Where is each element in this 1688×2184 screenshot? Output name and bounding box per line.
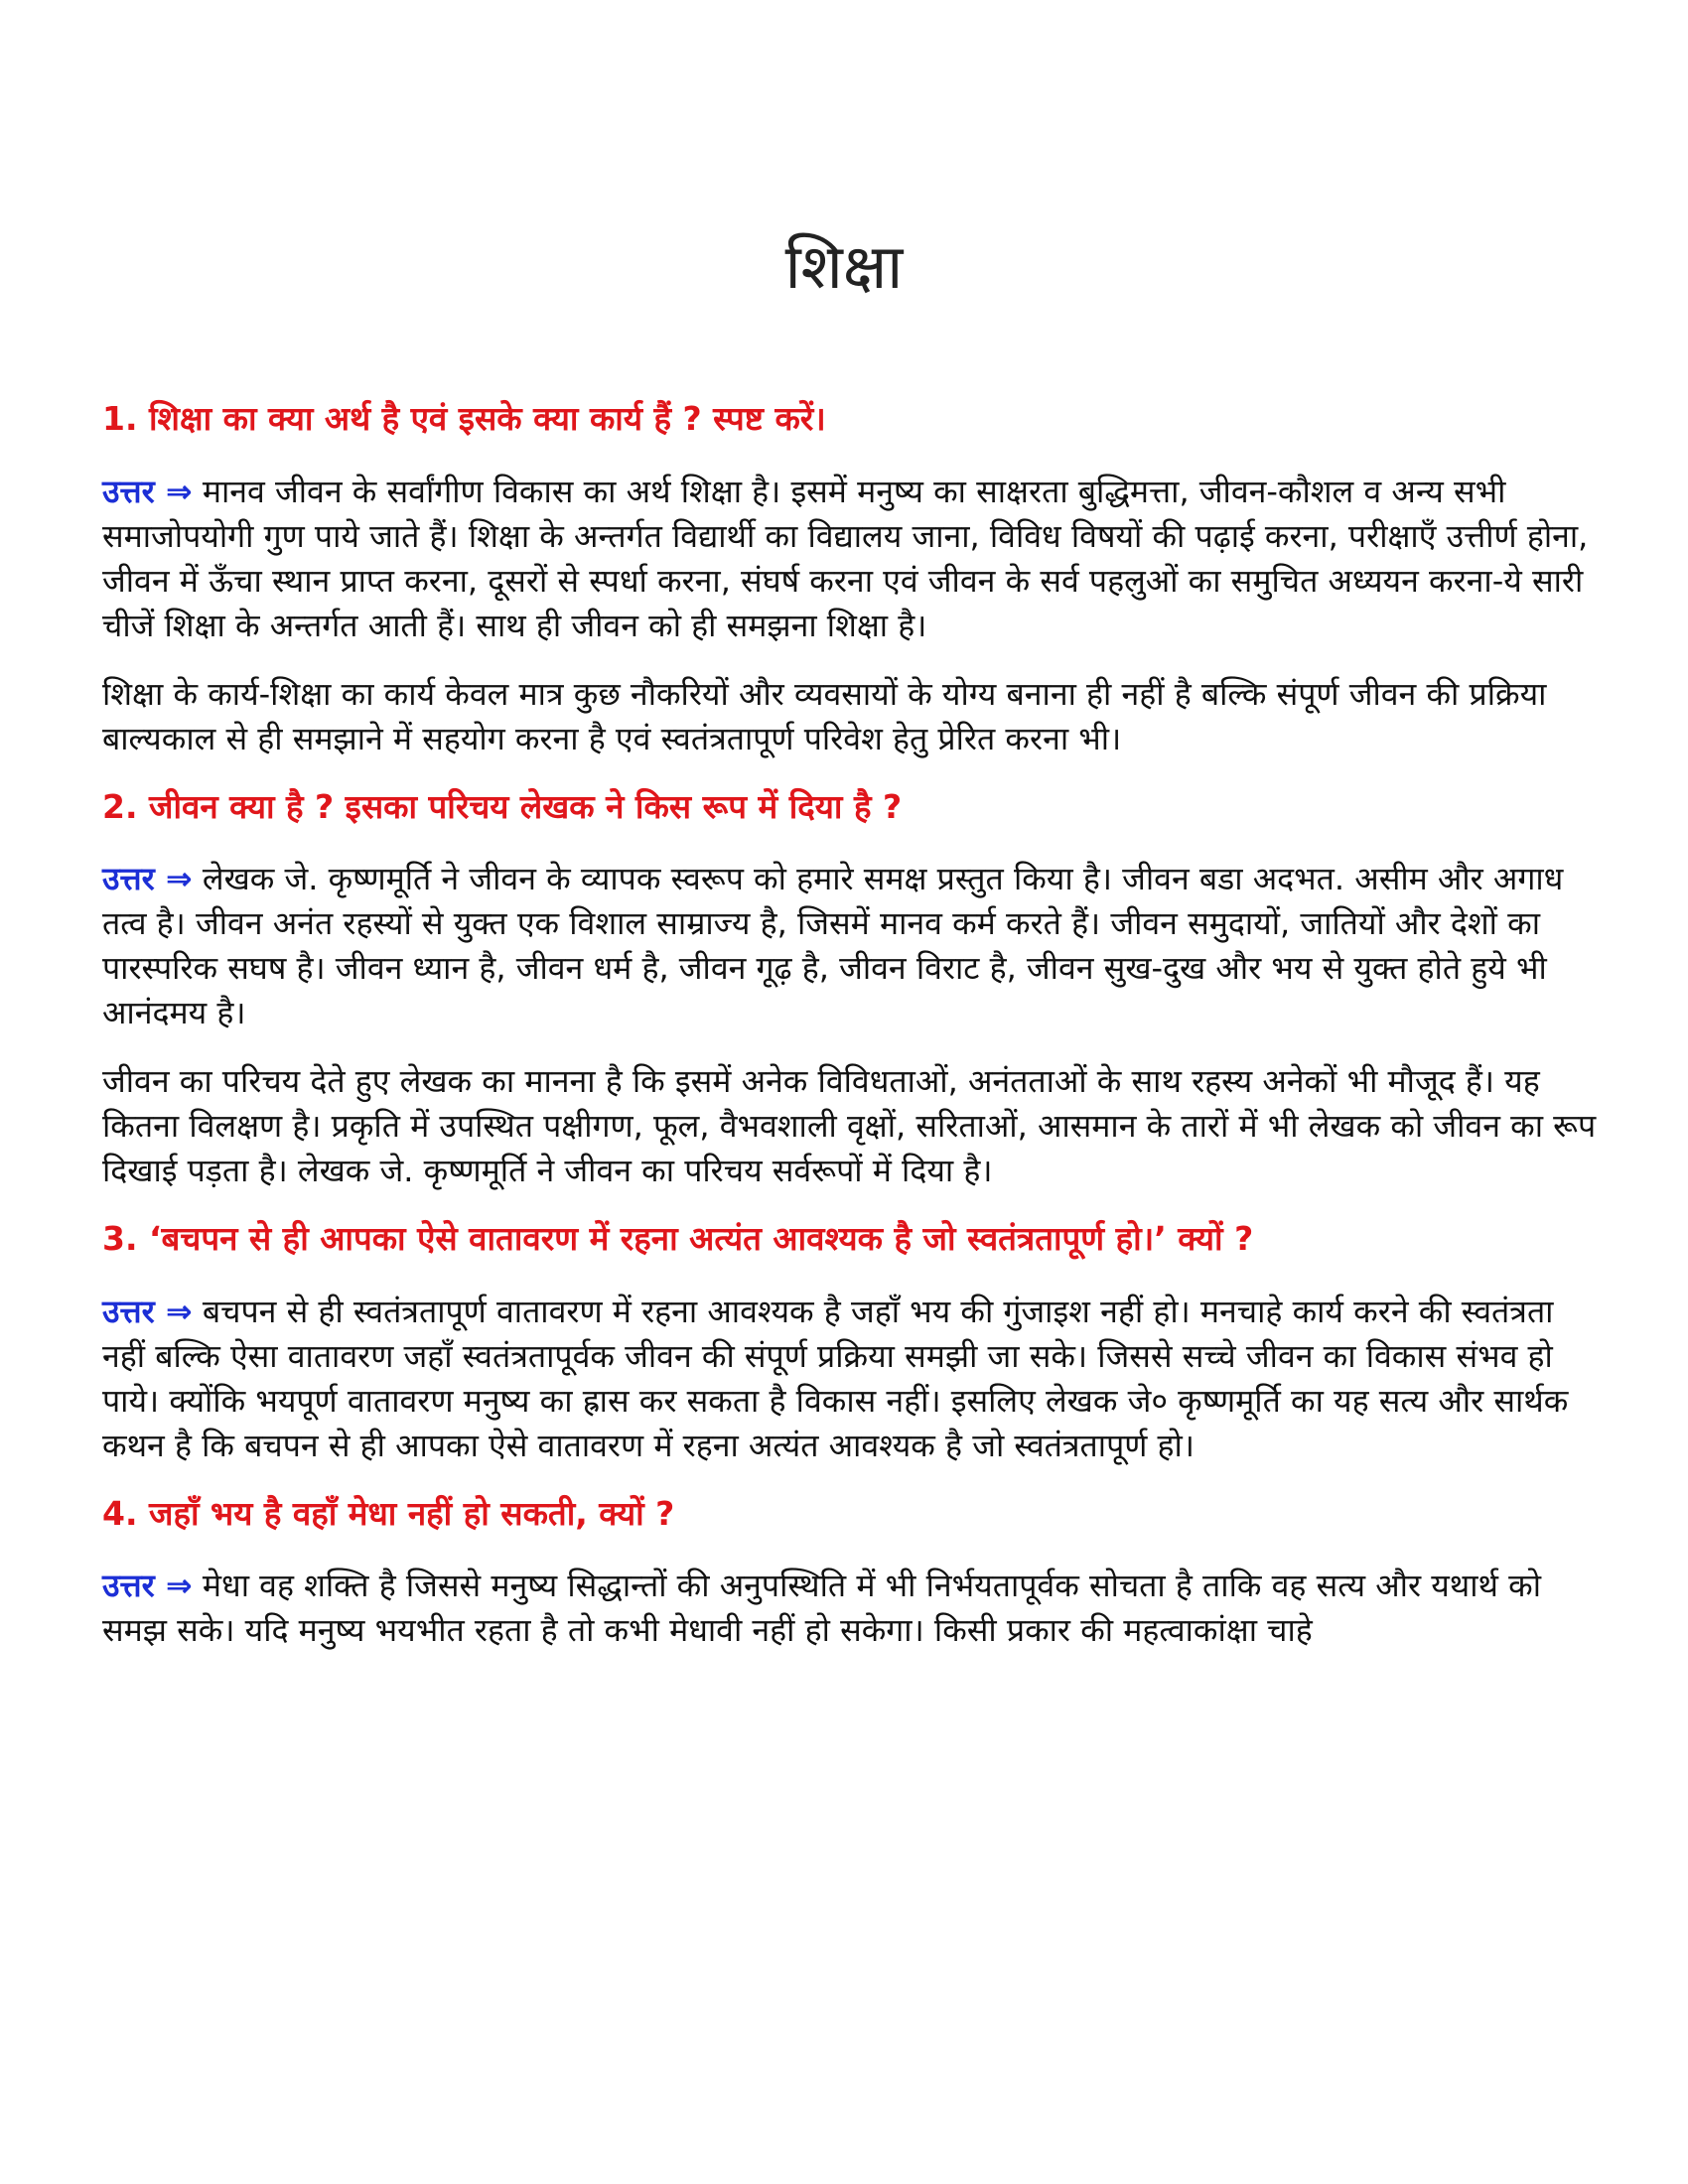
answer-paragraph	[102, 1564, 1597, 1653]
question-block-1	[102, 397, 1597, 761]
question-block-2	[102, 785, 1597, 1194]
question-block-4	[102, 1492, 1597, 1654]
answer-label: उत्तर ⇒	[102, 472, 193, 510]
extra-paragraph: शिक्षा के कार्य-शिक्षा का कार्य केवल मात्र कुछ नौकरियों और व्यवसायों के योग्य बनाना ही नहीं है बल्कि संपूर्ण जीवन की प्रक्रिया बाल्यकाल से ही समझाने में सहयोग करना है एवं स्वतंत्रतापूर्ण परिवेश हेतु प्रेरित करना भी।	[102, 674, 1547, 757]
page-title: शिक्षा	[784, 230, 904, 303]
question-heading: 3. ‘बचपन से ही आपका ऐसे वातावरण में रहना अत्यंत आवश्यक है जो स्वतंत्रतापूर्ण हो।’ क्यों ?	[102, 1219, 1254, 1259]
answer-label: उत्तर ⇒	[102, 860, 193, 898]
answer-text: मानव जीवन के सर्वांगीण विकास का अर्थ शिक्षा है। इसमें मनुष्य का साक्षरता बुद्धिमत्ता, जीवन-कौशल व अन्य सभी समाजोपयोगी गुण पाये जाते हैं। शिक्षा के अन्तर्गत विद्यार्थी का विद्यालय जाना, विविध विषयों की पढ़ाई करना, परीक्षाएँ उत्तीर्ण होना, जीवन में ऊँचा स्थान प्राप्त करना, दूसरों से स्पर्धा करना, संघर्ष करना एवं जीवन के सर्व पहलुओं का समुचित अध्ययन करना-ये सारी चीजें शिक्षा के अन्तर्गत आती हैं। साथ ही जीवन को ही समझना शिक्षा है।	[102, 472, 1589, 644]
answer-label: उत्तर ⇒	[102, 1292, 193, 1330]
answer-text: बचपन से ही स्वतंत्रतापूर्ण वातावरण में रहना आवश्यक है जहाँ भय की गुंजाइश नहीं हो। मनचाहे कार्य करने की स्वतंत्रता नहीं बल्कि ऐसा वातावरण जहाँ स्वतंत्रतापूर्वक जीवन की संपूर्ण प्रक्रिया समझी जा सके। जिससे सच्चे जीवन का विकास संभव हो पाये। क्योंकि भयपूर्ण वातावरण मनुष्य का ह्रास कर सकता है विकास नहीं। इसलिए लेखक जे० कृष्णमूर्ति का यह सत्य और सार्थक कथन है कि बचपन से ही आपका ऐसे वातावरण में रहना अत्यंत आवश्यक है जो स्वतंत्रतापूर्ण हो।	[102, 1292, 1569, 1464]
answer-paragraph	[102, 857, 1597, 1035]
question-heading: 2. जीवन क्या है ? इसका परिचय लेखक ने किस रूप में दिया है ?	[102, 786, 903, 826]
answer-text: मेधा वह शक्ति है जिससे मनुष्य सिद्धान्तों की अनुपस्थिति में भी निर्भयतापूर्वक सोचता है ताकि वह सत्य और यथार्थ को समझ सके। यदि मनुष्य भयभीत रहता है तो कभी मेधावी नहीं हो सकेगा। किसी प्रकार की महत्वाकांक्षा चाहे	[102, 1567, 1541, 1650]
extra-paragraph: जीवन का परिचय देते हुए लेखक का मानना है कि इसमें अनेक विविधताओं, अनंतताओं के साथ रहस्य अनेकों भी मौजूद हैं। यह कितना विलक्षण है। प्रकृति में उपस्थित पक्षीगण, फूल, वैभवशाली वृक्षों, सरिताओं, आसमान के तारों में भी लेखक को जीवन का रूप दिखाई पड़ता है। लेखक जे. कृष्णमूर्ति ने जीवन का परिचय सर्वरूपों में दिया है।	[102, 1062, 1597, 1190]
question-block-3	[102, 1217, 1597, 1468]
answer-label: उत्तर ⇒	[102, 1567, 193, 1605]
question-heading: 1. शिक्षा का क्या अर्थ है एवं इसके क्या कार्य हैं ? स्पष्ट करें।	[102, 399, 826, 438]
answer-text: लेखक जे. कृष्णमूर्ति ने जीवन के व्यापक स्वरूप को हमारे समक्ष प्रस्तुत किया है। जीवन बडा अदभत. असीम और अगाध तत्व है। जीवन अनंत रहस्यों से युक्त एक विशाल साम्राज्य है, जिसमें मानव कर्म करते हैं। जीवन समुदायों, जातियों और देशों का पारस्परिक सघष है। जीवन ध्यान है, जीवन धर्म है, जीवन गूढ़ है, जीवन विराट है, जीवन सुख-दुख और भय से युक्त होते हुये भी आनंदमय है।	[102, 860, 1564, 1032]
answer-paragraph	[102, 470, 1597, 648]
answer-paragraph	[102, 1290, 1597, 1468]
question-heading: 4. जहाँ भय है वहाँ मेधा नहीं हो सकती, क्यों ?	[102, 1493, 675, 1533]
document-body	[102, 397, 1597, 1677]
